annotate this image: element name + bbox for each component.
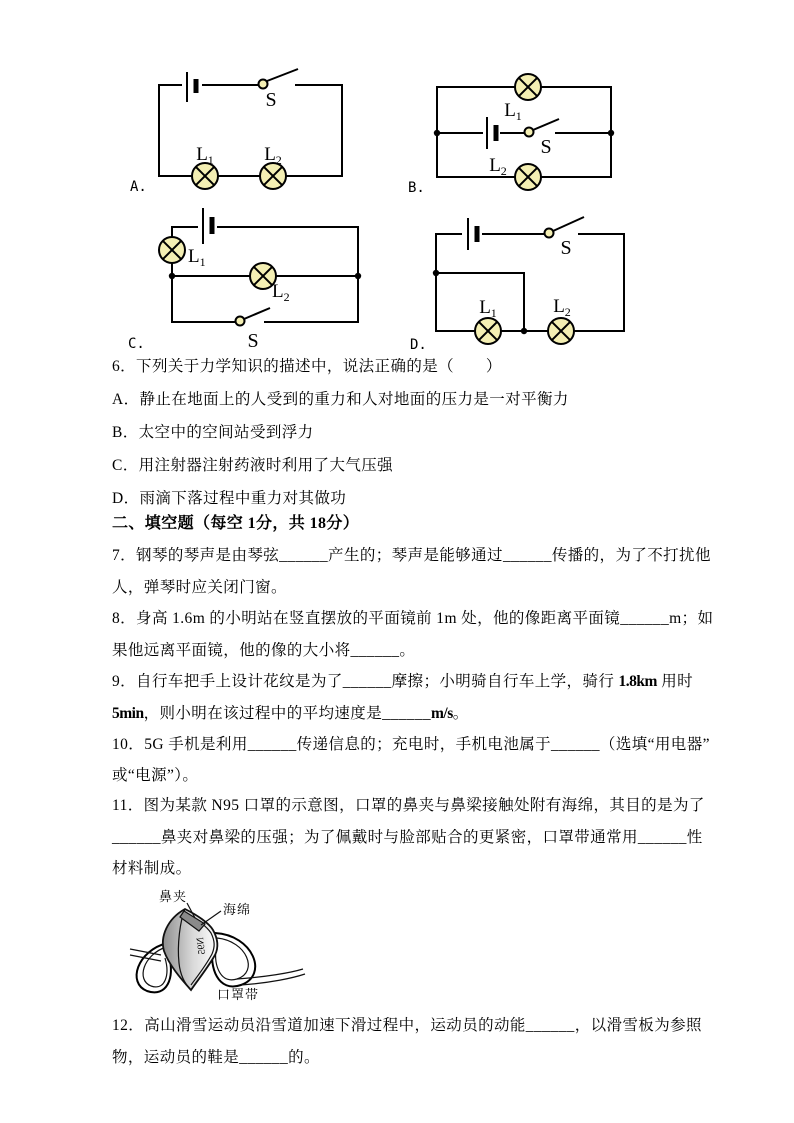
- switch-label: S: [265, 89, 277, 111]
- switch-label: S: [560, 237, 572, 259]
- question-6-option-d: D．雨滴下落过程中重力对其做功: [112, 490, 347, 507]
- question-7-line-1: 7．钢琴的琴声是由琴弦______产生的；琴声是能够通过______传播的，为了不打扰他: [112, 547, 711, 564]
- switch-label: S: [247, 330, 259, 352]
- question-8-line-2: 果他远离平面镜，他的像的大小将______。: [112, 642, 416, 659]
- question-9-text: 。: [452, 705, 469, 722]
- question-6-option-a: A．静止在地面上的人受到的重力和人对地面的压力是一对平衡力: [112, 391, 569, 408]
- wire: [436, 234, 624, 331]
- lamp-icon: [260, 163, 286, 189]
- question-10-line-1: 10．5G 手机是利用______传递信息的；充电时，手机电池属于______（选填“用电器”: [112, 736, 710, 753]
- sponge-pointer-line: [201, 911, 221, 925]
- question-11-line-2: ______鼻夹对鼻梁的压强；为了佩戴时与脸部贴合的更紧密，口罩带通常用______性: [112, 829, 703, 846]
- question-6-option-c: C．用注射器注射药液时利用了大气压强: [112, 457, 394, 474]
- option-letter-c: C.: [128, 336, 145, 352]
- option-letter-a: A.: [130, 179, 147, 195]
- question-7-line-2: 人，弹琴时应关闭门窗。: [112, 579, 287, 596]
- time-value: 5min: [112, 705, 144, 722]
- distance-value: 1.8km: [618, 673, 657, 690]
- question-11-line-3: 材料制成。: [112, 860, 192, 877]
- lamp-icon: [515, 164, 541, 190]
- question-11-line-1: 11．图为某款 N95 口罩的示意图，口罩的鼻夹与鼻梁接触处附有海绵，其目的是为了: [112, 797, 705, 814]
- circuit-diagram-a: [120, 60, 350, 200]
- option-letter-b: B.: [408, 180, 425, 196]
- question-9-text: ，则小明在该过程中的平均速度是______: [143, 705, 431, 722]
- n95-mask-figure: [125, 885, 340, 1015]
- junction-dot: [521, 328, 527, 334]
- question-9-text: 9．自行车把手上设计花纹是为了______摩擦；小明骑自行车上学，骑行: [112, 673, 619, 690]
- question-9-line-1: [112, 672, 693, 692]
- question-9-line-2: [112, 704, 469, 724]
- wire: [217, 227, 358, 322]
- question-6-stem: 6．下列关于力学知识的描述中，说法正确的是（ ）: [112, 358, 502, 375]
- nose-clip-label: 鼻夹: [159, 889, 188, 904]
- lamp-icon: [548, 318, 574, 344]
- lamp-label-l2: $L_2$: [553, 296, 571, 319]
- lamp-label-l2: $L_2$: [264, 144, 282, 167]
- junction-dot: [433, 270, 439, 276]
- battery-icon: [468, 218, 477, 250]
- battery-icon: [487, 117, 496, 149]
- battery-icon: [203, 208, 212, 244]
- mask-brand-text: N95: [195, 936, 209, 956]
- lamp-icon: [475, 318, 501, 344]
- circuit-diagram-d: [400, 200, 635, 358]
- question-12-line-2: 物，运动员的鞋是______的。: [112, 1049, 320, 1066]
- lamp-icon: [515, 74, 541, 100]
- unit-value: m/s: [431, 705, 453, 722]
- switch-icon: [259, 69, 299, 89]
- lamp-label-l1: $L_1$: [479, 297, 497, 320]
- lamp-label-l1: $L_1$: [196, 144, 214, 167]
- lamp-icon: [159, 237, 185, 263]
- question-12-line-1: 12．高山滑雪运动员沿雪道加速下滑过程中，运动员的动能______，以滑雪板为参照: [112, 1017, 702, 1034]
- question-9-text: 用时: [656, 673, 694, 690]
- junction-dot: [434, 130, 440, 136]
- mask-strap-right: [212, 933, 305, 986]
- question-10-line-2: 或“电源”）。: [112, 767, 199, 784]
- switch-label: S: [540, 136, 552, 158]
- battery-icon: [187, 72, 196, 102]
- switch-icon: [525, 119, 560, 137]
- circuit-diagram-b: [400, 60, 630, 200]
- junction-dot: [355, 273, 361, 279]
- lamp-label-l1: $L_1$: [188, 246, 206, 269]
- section-2-header: 二、填空题（每空 1分，共 18分）: [112, 515, 360, 532]
- lamp-label-l2: $L_2$: [489, 155, 507, 178]
- sponge-label: 海绵: [223, 902, 252, 917]
- circuit-diagram-c: [120, 200, 370, 358]
- lamp-label-l1: $L_1$: [504, 100, 522, 123]
- question-8-line-1: 8．身高 1.6m 的小明站在竖直摆放的平面镜前 1m 处，他的像距离平面镜______m；如: [112, 610, 714, 627]
- junction-dot: [169, 273, 175, 279]
- lamp-label-l2: $L_2$: [272, 281, 290, 304]
- option-letter-d: D.: [410, 337, 427, 353]
- strap-label: 口罩带: [217, 987, 260, 1002]
- junction-dot: [608, 130, 614, 136]
- lamp-icon: [192, 163, 218, 189]
- question-6-option-b: B．太空中的空间站受到浮力: [112, 424, 314, 441]
